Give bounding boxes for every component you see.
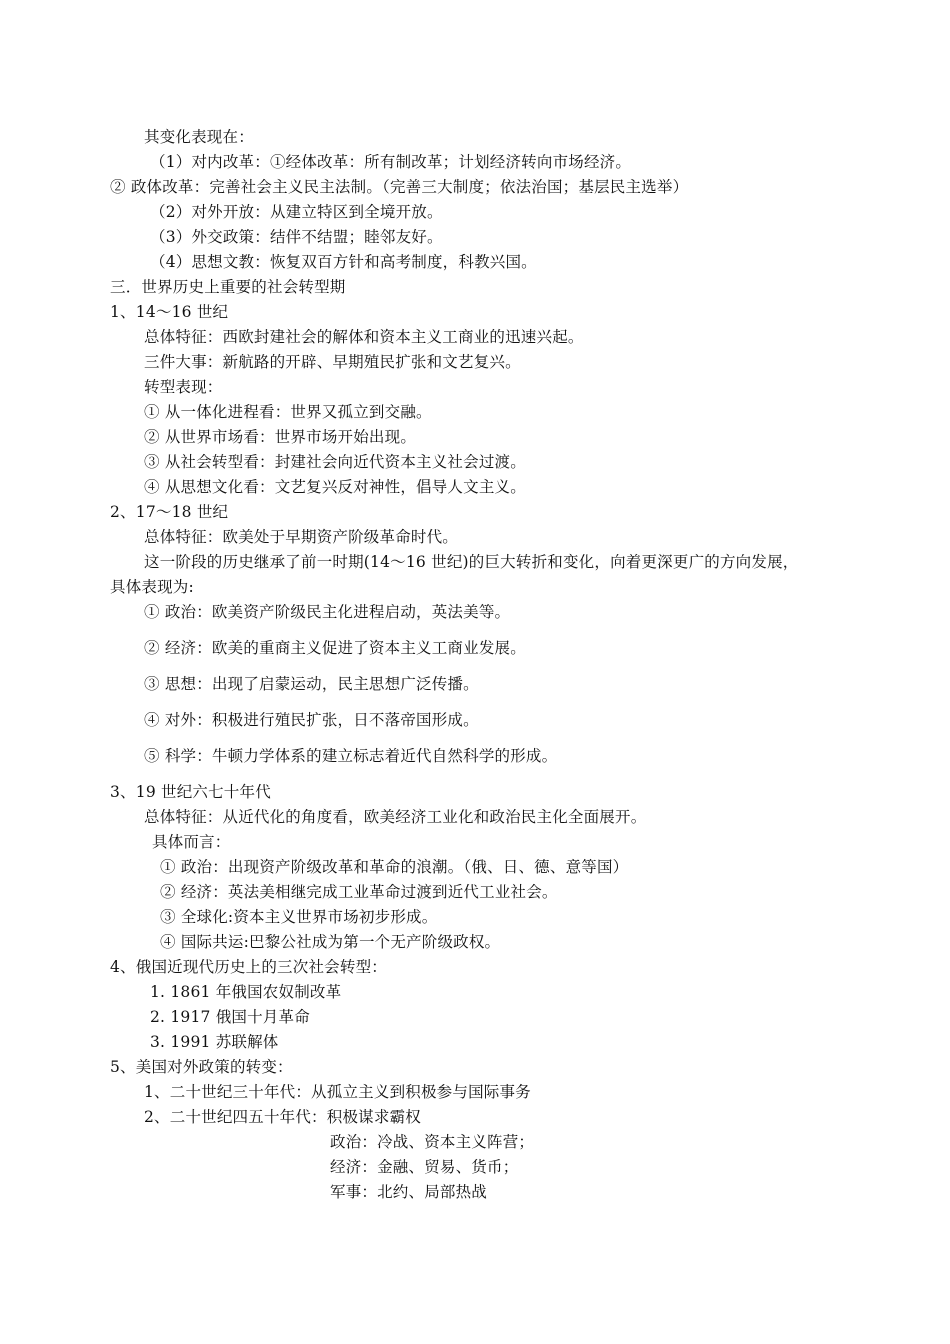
text-line: 经济：金融、贸易、货币； [330,1158,519,1176]
text-line: ② 经济：欧美的重商主义促进了资本主义工商业发展。 [144,639,526,657]
text-line: 总体特征：从近代化的角度看，欧美经济工业化和政治民主化全面展开。 [144,808,647,826]
text-line: 2、二十世纪四五十年代：积极谋求霸权 [144,1108,421,1126]
text-line: （4）思想文教：恢复双百方针和高考制度，科教兴国。 [150,253,537,271]
text-line: 1. 1861 年俄国农奴制改革 [150,983,342,1001]
text-line: ① 从一体化进程看：世界又孤立到交融。 [144,403,432,421]
text-line: 具体表现为: [110,578,194,596]
text-line: ⑤ 科学：牛顿力学体系的建立标志着近代自然科学的形成。 [144,747,558,765]
text-line: ② 从世界市场看：世界市场开始出现。 [144,428,417,446]
text-line: ④ 从思想文化看：文艺复兴反对神性，倡导人文主义。 [144,478,526,496]
text-line: ② 经济：英法美相继完成工业革命过渡到近代工业社会。 [160,883,558,901]
text-line: 2. 1917 俄国十月革命 [150,1008,310,1026]
text-line: ③ 思想：出现了启蒙运动，民主思想广泛传播。 [144,675,479,693]
text-line: （3）外交政策：结伴不结盟；睦邻友好。 [150,228,443,246]
text-line: 1、二十世纪三十年代：从孤立主义到积极参与国际事务 [144,1083,531,1101]
text-line: 三件大事：新航路的开辟、早期殖民扩张和文艺复兴。 [144,353,521,371]
text-line: 政治：冷战、资本主义阵营； [330,1133,535,1151]
text-line: 3. 1991 苏联解体 [150,1033,279,1051]
text-line: 这一阶段的历史继承了前一时期(14～16 世纪)的巨大转折和变化，向着更深更广的方向发展， [144,553,799,571]
text-line: ③ 全球化:资本主义世界市场初步形成。 [160,908,438,926]
section-heading: 三．世界历史上重要的社会转型期 [110,278,346,296]
text-line: （2）对外开放：从建立特区到全境开放。 [150,203,443,221]
text-line: 总体特征：欧美处于早期资产阶级革命时代。 [144,528,459,546]
subsection-heading: 5、美国对外政策的转变： [110,1058,293,1076]
text-line: 具体而言： [152,833,231,851]
text-line: ④ 国际共运:巴黎公社成为第一个无产阶级政权。 [160,933,501,951]
text-line: ④ 对外：积极进行殖民扩张，日不落帝国形成。 [144,711,479,729]
text-line: ① 政治：欧美资产阶级民主化进程启动，英法美等。 [144,603,511,621]
subsection-heading: 4、俄国近现代历史上的三次社会转型： [110,958,387,976]
text-line: 军事：北约、局部热战 [330,1183,488,1201]
text-line: （1）对内改革：①经体改革：所有制改革；计划经济转向市场经济。 [150,153,632,171]
text-line: ③ 从社会转型看：封建社会向近代资本主义社会过渡。 [144,453,526,471]
text-line: 其变化表现在： [144,128,254,146]
text-line: 转型表现： [144,378,223,396]
text-line: ① 政治：出现资产阶级改革和革命的浪潮。（俄、日、德、意等国） [160,858,629,876]
text-line: 总体特征：西欧封建社会的解体和资本主义工商业的迅速兴起。 [144,328,584,346]
text-line: ② 政体改革：完善社会主义民主法制。（完善三大制度；依法治国；基层民主选举） [110,178,689,196]
subsection-heading: 1、14～16 世纪 [110,303,229,321]
subsection-heading: 3、19 世纪六七十年代 [110,783,271,801]
subsection-heading: 2、17～18 世纪 [110,503,229,521]
